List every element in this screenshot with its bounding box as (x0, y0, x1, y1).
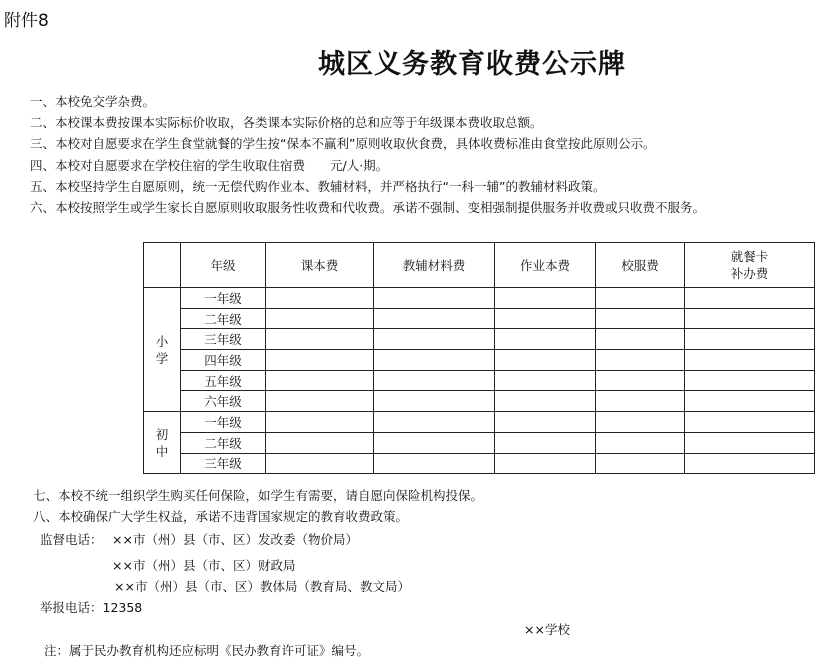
header-cell (685, 243, 815, 288)
fee-cell (266, 370, 374, 391)
fee-cell (596, 432, 685, 453)
table-row (144, 308, 815, 329)
fee-cell (374, 329, 495, 350)
school-level-char: 中 (155, 443, 169, 459)
fee-cell (596, 308, 685, 329)
rule-item: 一、本校免交学杂费。 (30, 94, 156, 109)
fee-cell (374, 370, 495, 391)
fee-cell (374, 412, 495, 433)
grade-cell: 五年级 (181, 370, 266, 391)
fee-cell (266, 391, 374, 412)
fee-cell (685, 412, 815, 433)
fee-cell (266, 329, 374, 350)
grade-cell: 四年级 (181, 350, 266, 371)
table-row (144, 453, 815, 474)
header-cell: 作业本费 (495, 243, 596, 288)
table-row (144, 412, 815, 433)
fee-cell (596, 329, 685, 350)
header-cell: 课本费 (266, 243, 374, 288)
fee-cell (495, 432, 596, 453)
table-row (144, 288, 815, 309)
fee-cell (685, 391, 815, 412)
fee-cell (495, 350, 596, 371)
grade-cell: 三年级 (181, 329, 266, 350)
school-level-char: 小 (155, 333, 169, 349)
header-line: 补办费 (730, 266, 769, 281)
fee-cell (374, 308, 495, 329)
fee-cell (495, 329, 596, 350)
table-row (144, 350, 815, 371)
page-title: 城区义务教育收费公示牌 (318, 49, 626, 80)
fee-cell (596, 453, 685, 474)
grade-cell: 六年级 (181, 391, 266, 412)
fee-cell (374, 391, 495, 412)
rule-item: 七、本校不统一组织学生购买任何保险，如学生有需要，请自愿向保险机构投保。 (33, 488, 484, 503)
header-empty (144, 243, 181, 288)
school-level-char: 初 (155, 426, 169, 442)
fee-cell (266, 308, 374, 329)
fee-cell (685, 453, 815, 474)
fee-cell (685, 288, 815, 309)
fee-cell (266, 432, 374, 453)
school-level-cell (144, 288, 181, 412)
header-cell: 教辅材料费 (374, 243, 495, 288)
school-level-char: 学 (155, 350, 169, 366)
attachment-label: 附件8 (4, 11, 49, 31)
header-cell: 年级 (181, 243, 266, 288)
fee-cell (685, 432, 815, 453)
fee-cell (495, 412, 596, 433)
footnote: 注：属于民办教育机构还应标明《民办教育许可证》编号。 (44, 643, 370, 658)
supervision-label: 监督电话： (40, 532, 103, 547)
fee-cell (495, 391, 596, 412)
fee-table (143, 242, 815, 474)
supervision-line: ××市（州）县（市、区）教体局（教育局、教文局） (114, 579, 410, 594)
fee-cell (374, 453, 495, 474)
rule-item: 六、本校按照学生或学生家长自愿原则收取服务性收费和代收费。承诺不强制、变相强制提供服务并收费或只收费不服务。 (30, 200, 706, 215)
table-row (144, 370, 815, 391)
fee-cell (266, 350, 374, 371)
fee-cell (266, 288, 374, 309)
table-row (144, 432, 815, 453)
supervision-line: ××市（州）县（市、区）财政局 (112, 558, 296, 573)
grade-cell: 三年级 (181, 453, 266, 474)
fee-cell (495, 288, 596, 309)
fee-cell (374, 350, 495, 371)
fee-cell (596, 350, 685, 371)
school-signature: ××学校 (524, 622, 570, 637)
fee-cell (266, 412, 374, 433)
table-row (144, 329, 815, 350)
grade-cell: 二年级 (181, 432, 266, 453)
table-header-row (144, 243, 815, 288)
rule-item: 八、本校确保广大学生权益，承诺不违背国家规定的教育收费政策。 (33, 509, 409, 524)
fee-cell (596, 391, 685, 412)
school-level-cell (144, 412, 181, 474)
report-phone: 举报电话：12358 (40, 600, 143, 615)
fee-cell (495, 370, 596, 391)
header-line: 就餐卡 (730, 249, 769, 264)
fee-cell (685, 370, 815, 391)
fee-cell (685, 329, 815, 350)
rule-item: 三、本校对自愿要求在学生食堂就餐的学生按“保本不赢利”原则收取伙食费，具体收费标准由食堂按此原则公示。 (30, 136, 656, 151)
rule-item: 五、本校坚持学生自愿原则，统一无偿代购作业本、教辅材料，并严格执行“一科一辅”的教辅材料政策。 (30, 179, 606, 194)
fee-cell (596, 288, 685, 309)
grade-cell: 一年级 (181, 412, 266, 433)
rule-item: 四、本校对自愿要求在学校住宿的学生收取住宿费 元/人·期。 (30, 158, 389, 173)
table-row (144, 391, 815, 412)
grade-cell: 一年级 (181, 288, 266, 309)
fee-cell (495, 453, 596, 474)
rule-item: 二、本校课本费按课本实际标价收取，各类课本实际价格的总和应等于年级课本费收取总额。 (30, 115, 543, 130)
fee-cell (596, 370, 685, 391)
fee-cell (374, 288, 495, 309)
fee-cell (685, 308, 815, 329)
header-cell: 校服费 (596, 243, 685, 288)
fee-cell (266, 453, 374, 474)
fee-cell (374, 432, 495, 453)
supervision-line: ××市（州）县（市、区）发改委（物价局） (112, 532, 358, 547)
grade-cell: 二年级 (181, 308, 266, 329)
fee-cell (495, 308, 596, 329)
fee-cell (596, 412, 685, 433)
fee-cell (685, 350, 815, 371)
